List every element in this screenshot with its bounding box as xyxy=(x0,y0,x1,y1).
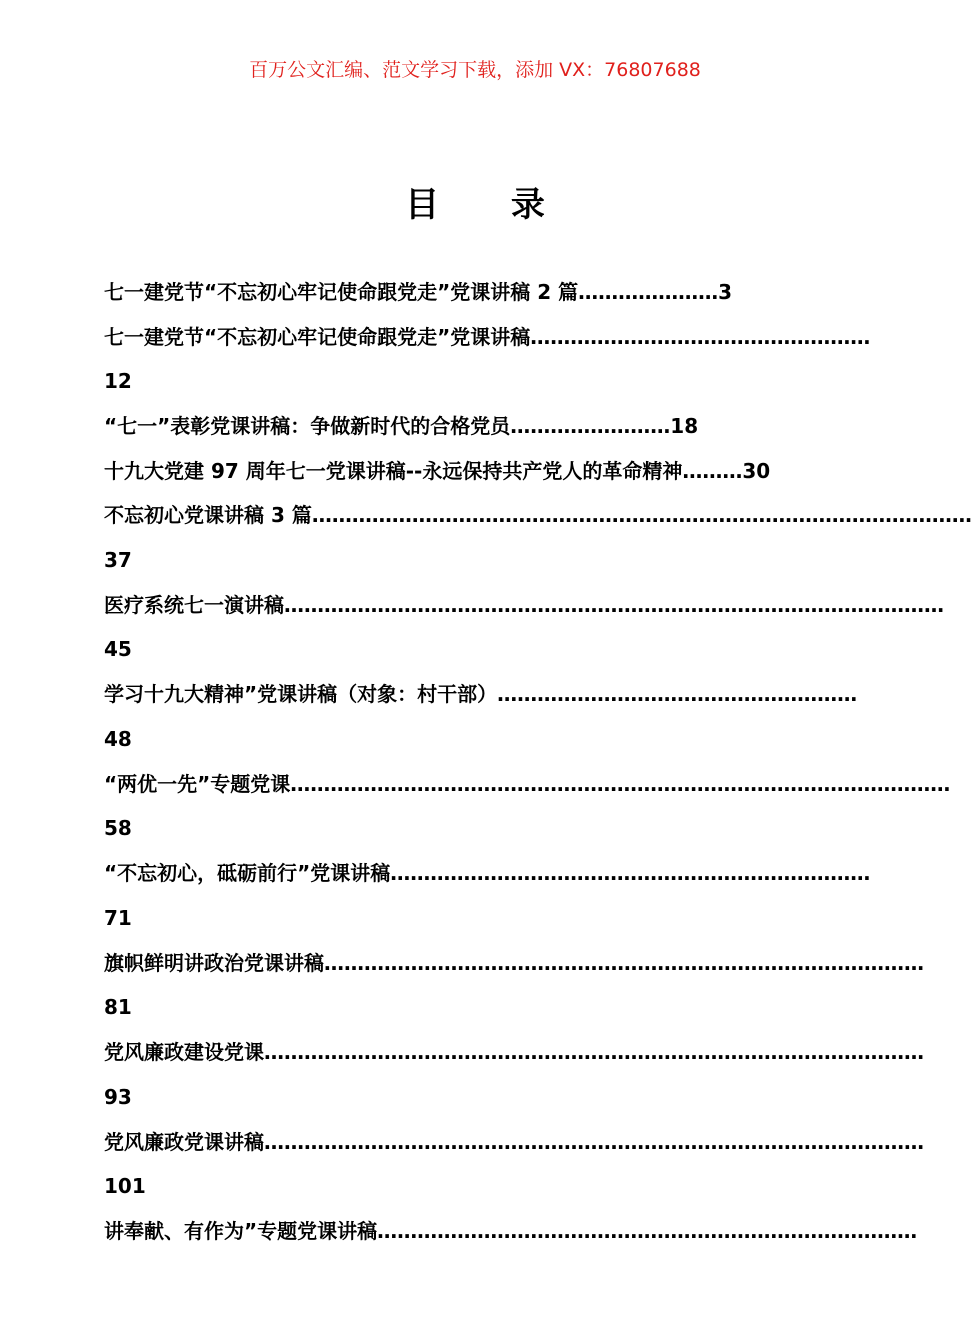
toc-entry[interactable] xyxy=(104,1030,924,1119)
page-title: 目 录 xyxy=(405,185,575,225)
toc-entry-leader: ……………………………………………………………………………………… xyxy=(311,503,972,527)
toc-entry-leader: …………………… xyxy=(510,414,671,438)
toc-entry[interactable] xyxy=(104,1120,924,1209)
toc-entry-title: 党风廉政党课讲稿 xyxy=(104,1129,264,1154)
toc-entry-page: 12 xyxy=(104,369,132,393)
toc-entry-title: 医疗系统七一演讲稿 xyxy=(104,592,284,617)
toc-entry[interactable] xyxy=(104,583,944,672)
toc-entry-title: 讲奉献、有作为”专题党课讲稿 xyxy=(104,1219,378,1243)
toc-entry-page: 81 xyxy=(104,995,132,1019)
table-of-contents xyxy=(104,270,972,1254)
toc-entry-page: 18 xyxy=(670,414,699,438)
toc-entry-page: 101 xyxy=(104,1174,146,1198)
toc-entry[interactable] xyxy=(104,941,924,1030)
toc-entry[interactable] xyxy=(104,851,871,940)
toc-entry-page: 3 xyxy=(718,280,733,304)
toc-entry-title: 学习十九大精神”党课讲稿（对象：村干部） xyxy=(104,682,498,706)
toc-entry-title: 不忘初心党课讲稿 3 篇 xyxy=(104,503,312,527)
toc-entry-page: 58 xyxy=(104,816,132,840)
toc-entry-title: “不忘初心，砥砺前行”党课讲稿 xyxy=(104,861,391,885)
toc-entry-page: 45 xyxy=(104,637,132,661)
toc-entry-title: 旗帜鲜明讲政治党课讲稿 xyxy=(104,950,324,975)
toc-entry-page: 30 xyxy=(742,458,771,483)
toc-entry-page: 93 xyxy=(104,1084,132,1109)
toc-entry-leader: ……… xyxy=(682,458,743,483)
toc-entry-title: 七一建党节“不忘初心牢记使命跟党走”党课讲稿 xyxy=(104,324,531,349)
toc-entry-leader: ……………………………………………………………………………………… xyxy=(290,771,951,796)
toc-entry[interactable] xyxy=(104,1209,918,1254)
toc-entry-page: 37 xyxy=(104,547,132,572)
toc-entry[interactable] xyxy=(104,449,846,494)
toc-entry-leader: ……………………………………………………………… xyxy=(390,861,871,885)
toc-entry-page: 48 xyxy=(104,726,132,751)
toc-entry-leader: ……………………………………………… xyxy=(497,682,858,706)
toc-entry-leader: …………………………………………… xyxy=(530,324,871,349)
toc-entry-title: 七一建党节“不忘初心牢记使命跟党走”党课讲稿 2 篇 xyxy=(104,280,579,304)
toc-entry-leader: ………………… xyxy=(578,280,719,304)
toc-entry[interactable] xyxy=(104,493,972,582)
toc-entry-leader: ……………………………………………………………………………… xyxy=(324,950,924,975)
toc-entry-leader: ……………………………………………………………………… xyxy=(377,1219,918,1243)
toc-entry-title: 十九大党建 97 周年七一党课讲稿--永远保持共产党人的革命精神 xyxy=(104,458,683,483)
toc-entry[interactable] xyxy=(104,672,858,761)
toc-entry-title: “七一”表彰党课讲稿：争做新时代的合格党员 xyxy=(104,414,511,438)
toc-entry[interactable] xyxy=(104,270,846,315)
toc-entry-leader: ……………………………………………………………………………………… xyxy=(264,1129,924,1154)
toc-entry-page: 71 xyxy=(104,905,132,930)
header-watermark-note: 百万公文汇编、范文学习下载，添加 VX：76807688 xyxy=(249,59,701,81)
toc-entry[interactable] xyxy=(104,762,951,851)
toc-entry-title: “两优一先”专题党课 xyxy=(104,771,291,796)
toc-entry[interactable] xyxy=(104,404,846,449)
toc-entry-leader: ……………………………………………………………………………………… xyxy=(264,1040,924,1064)
toc-entry-title: 党风廉政建设党课 xyxy=(104,1040,264,1064)
toc-entry-leader: ……………………………………………………………………………………… xyxy=(284,592,944,617)
toc-entry[interactable] xyxy=(104,315,871,404)
